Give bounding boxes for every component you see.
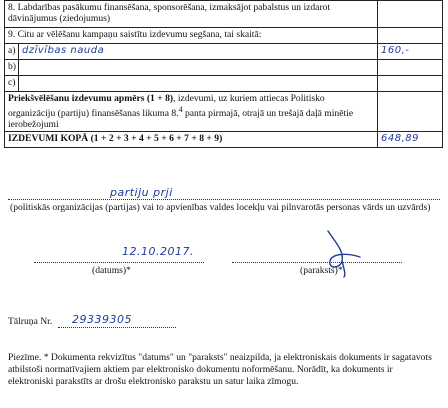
handwritten-name: partiju prji (110, 186, 173, 199)
pre-election-amount (378, 92, 443, 132)
total-label: IZDEVUMI KOPĀ (1 + 2 + 3 + 4 + 5 + 6 + 7 + 8 + 9) (5, 132, 378, 148)
expenses-table (4, 0, 443, 148)
sub-row-letter: c) (5, 76, 19, 92)
signature-caption: (paraksts)* (300, 265, 343, 276)
table-row (5, 132, 443, 148)
row-9-label: 9. Citu ar vēlēšanu kampaņu saistītu izdevumu segšana, tai skaitā: (5, 28, 378, 44)
phone-value: 29339305 (72, 313, 132, 326)
row-9-amount (378, 28, 443, 44)
sub-row-amount (378, 60, 443, 76)
name-line (8, 199, 440, 200)
sub-row-letter: a) (5, 44, 19, 60)
table-row (5, 1, 443, 28)
signature-line (232, 262, 402, 263)
name-caption: (politiskās organizācijas (partijas) vai to apvienības valdes locekļu vai pilnvarotās personas vārds un uzvārds) (10, 202, 431, 213)
phone-label: Tālruņa Nr. (8, 316, 53, 327)
footnote: Piezīme. * Dokumenta rekvizītus "datums" un "paraksts" neaizpilda, ja elektroniskais dokuments ir sagatavots atbilstoši normatīvajiem aktiem par elektronisko dokumentu noformēšanu. Norādīt, ka dokuments ir elektroniski parakstīts ar drošu elektronisko parakstu un satur laika zīmogu. (8, 352, 432, 387)
row-8-label: 8. Labdarības pasākumu finansēšana, sponsorēšana, izmaksājot pabalstus un izdarot dāvinājumus (ziedojumus) (5, 1, 378, 28)
table-row (5, 60, 443, 76)
date-line (34, 262, 204, 263)
pre-election-text-end: panta pirmajā, otrajā un trešajā daļā minētie ierobežojumi (8, 108, 354, 131)
pre-election-bold: Priekšvēlēšanu izdevumu apmērs (1 + 8) (8, 93, 174, 104)
pre-election-label (5, 92, 378, 132)
sub-row-description (19, 76, 378, 92)
sub-row-description: dzīvības nauda (19, 44, 378, 60)
table-row (5, 92, 443, 132)
sub-row-letter: b) (5, 60, 19, 76)
row-8-amount (378, 1, 443, 28)
total-value: 648,89 (378, 132, 443, 148)
date-caption: (datums)* (92, 265, 131, 276)
sub-row-amount: 160,- (378, 44, 443, 60)
pre-election-text: , izdevumi, uz kuriem attiecas Politisko organizāciju (partiju) finansēšanas likuma 8. (8, 93, 325, 120)
handwritten-date: 12.10.2017. (122, 245, 194, 258)
table-row (5, 76, 443, 92)
table-row (5, 44, 443, 60)
sub-row-description (19, 60, 378, 76)
pre-election-sup: 4 (178, 105, 183, 114)
sub-row-amount (378, 76, 443, 92)
phone-line (58, 327, 176, 328)
table-row (5, 28, 443, 44)
